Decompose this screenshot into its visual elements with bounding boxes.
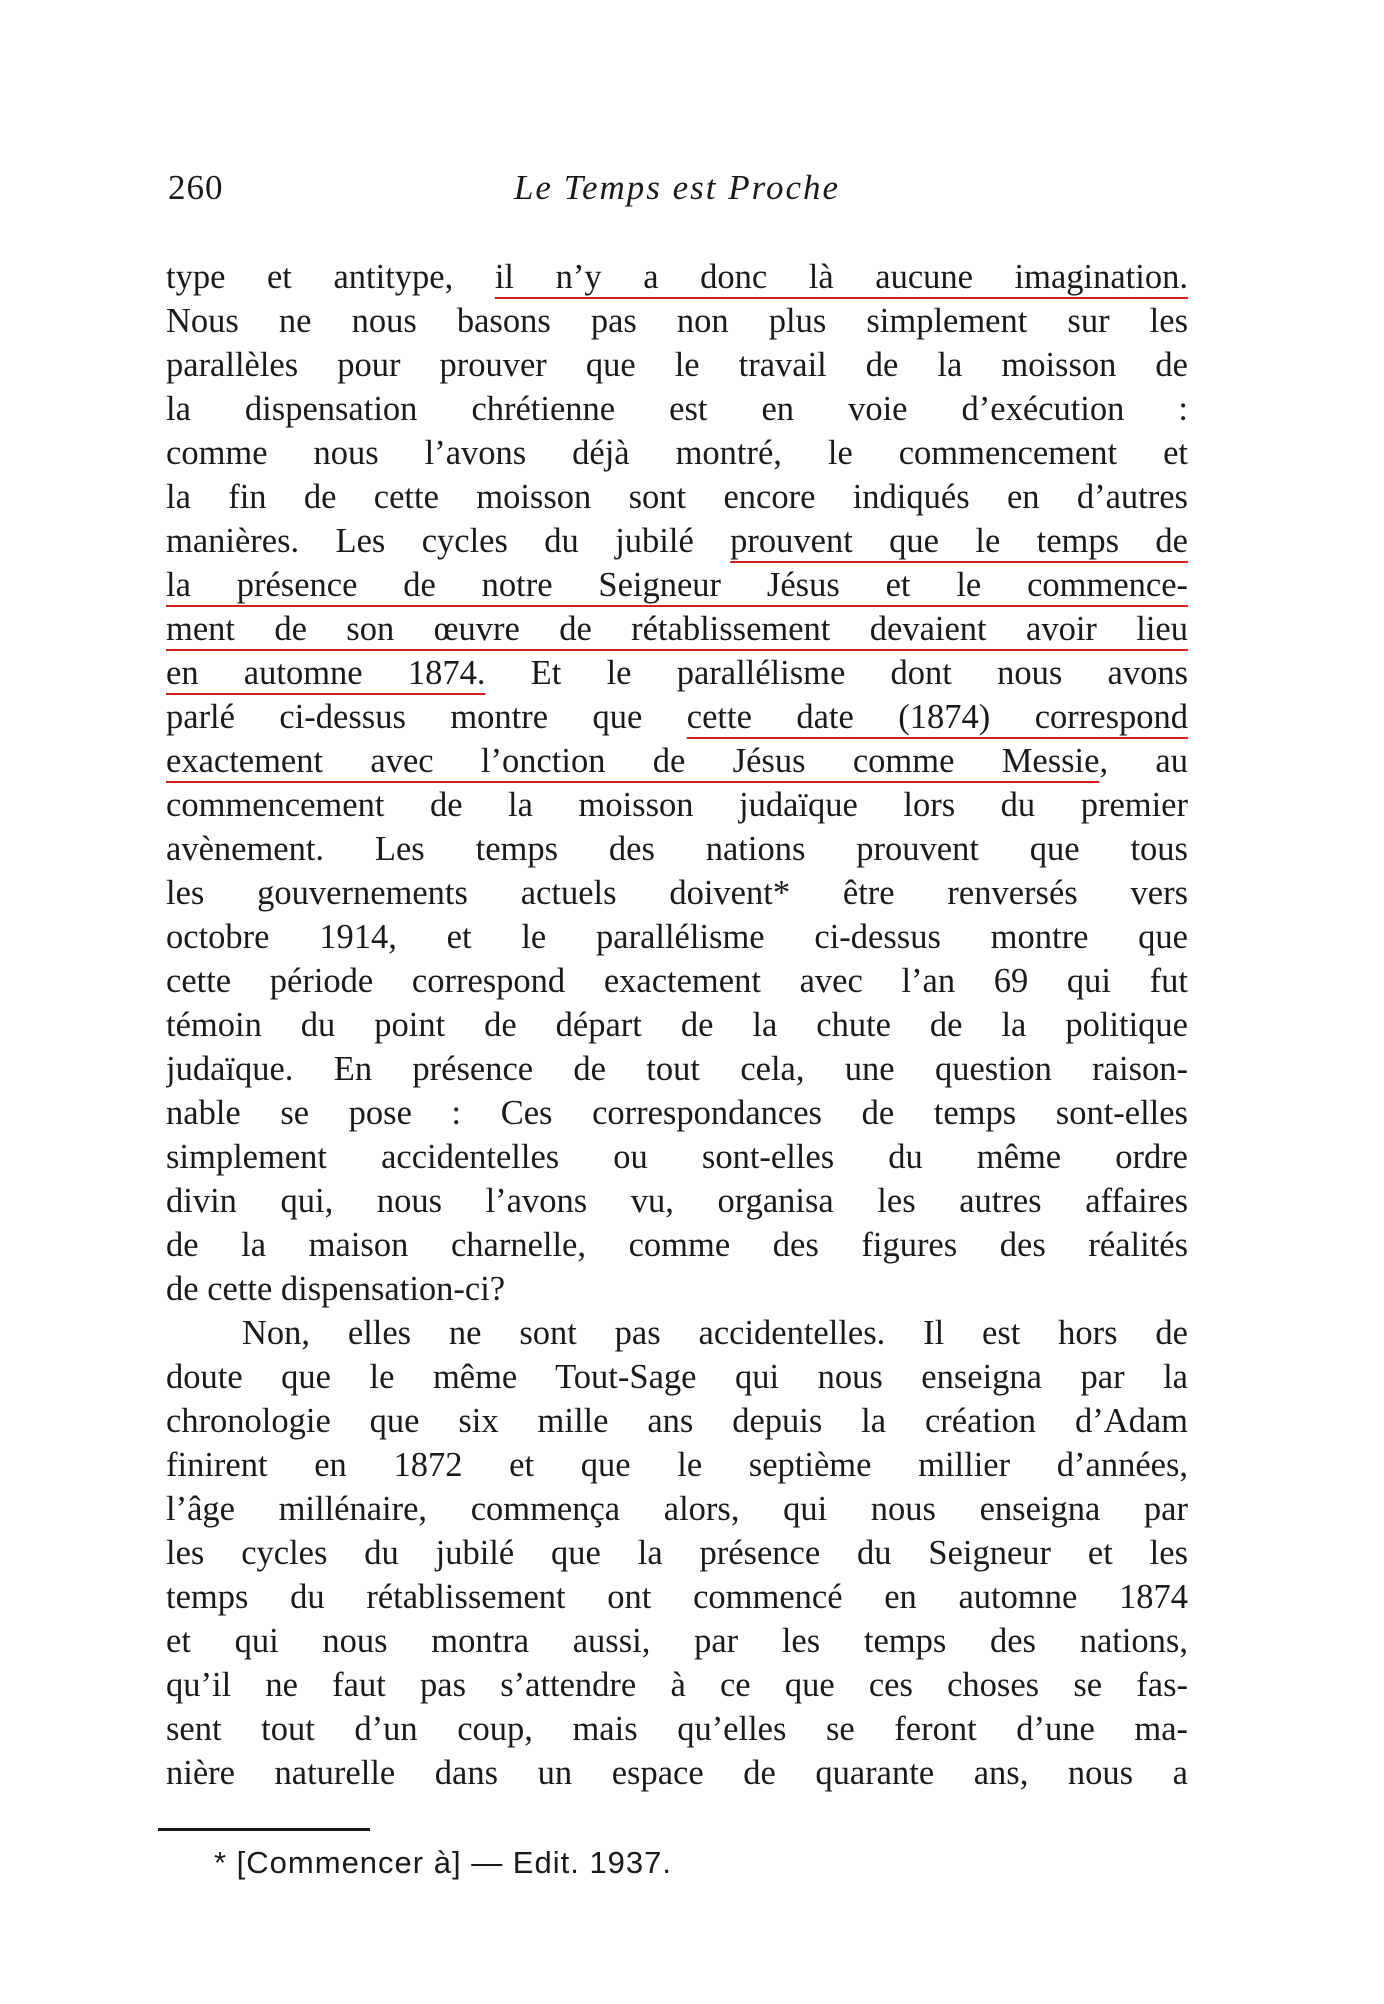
text-line	[166, 915, 1188, 959]
text-line	[166, 563, 1188, 607]
text-run: l’âge millénaire, commença alors, qui nous enseigna par	[166, 1490, 1188, 1528]
running-title: Le Temps est Proche	[513, 168, 841, 207]
text-line	[166, 783, 1188, 827]
text-line	[166, 519, 1188, 563]
text-run: sent tout d’un coup, mais qu’elles se feront d’une ma-	[166, 1710, 1188, 1748]
text-line	[166, 1575, 1188, 1619]
text-run: Et le parallélisme dont nous avons	[485, 654, 1188, 692]
text-line	[166, 475, 1188, 519]
text-line	[166, 607, 1188, 651]
highlighted-text-run: ment de son œuvre de rétablissement devaient avoir lieu	[166, 610, 1188, 648]
footnote: * [Commencer à] — Edit. 1937.	[214, 1845, 673, 1880]
text-line	[166, 827, 1188, 871]
text-line	[166, 255, 1188, 299]
text-run: octobre 1914, et le parallélisme ci-dessus montre que	[166, 918, 1188, 956]
text-run: la dispensation chrétienne est en voie d’exécution :	[166, 390, 1188, 428]
body-text	[166, 255, 1188, 1795]
highlighted-text-run: cette date (1874) correspond	[686, 698, 1188, 736]
text-run: de cette dispensation-ci?	[166, 1270, 506, 1308]
text-run: avènement. Les temps des nations prouvent que tous	[166, 830, 1188, 868]
text-line	[166, 1443, 1188, 1487]
text-line	[166, 299, 1188, 343]
text-run: de la maison charnelle, comme des figures des réalités	[166, 1226, 1188, 1264]
text-line	[166, 1267, 1188, 1311]
text-run: simplement accidentelles ou sont-elles du même ordre	[166, 1138, 1188, 1176]
text-run: parallèles pour prouver que le travail de la moisson de	[166, 346, 1188, 384]
text-line	[166, 387, 1188, 431]
text-run: nière naturelle dans un espace de quarante ans, nous a	[166, 1754, 1188, 1792]
text-line	[166, 1355, 1188, 1399]
text-line	[166, 1311, 1188, 1355]
text-run: temps du rétablissement ont commencé en automne 1874	[166, 1578, 1188, 1616]
text-run: qu’il ne faut pas s’attendre à ce que ces choses se fas-	[166, 1666, 1188, 1704]
text-line	[166, 1663, 1188, 1707]
text-line	[166, 695, 1188, 739]
text-run: judaïque. En présence de tout cela, une question raison-	[166, 1050, 1188, 1088]
text-run: parlé ci-dessus montre que	[166, 698, 687, 736]
text-line	[166, 1003, 1188, 1047]
text-line	[166, 1399, 1188, 1443]
highlighted-text-run: la présence de notre Seigneur Jésus et le commence-	[166, 566, 1188, 604]
text-run: la fin de cette moisson sont encore indiqués en d’autres	[166, 478, 1188, 516]
text-run: manières. Les cycles du jubilé	[166, 522, 731, 560]
page-number: 260	[168, 168, 224, 207]
text-line	[166, 1487, 1188, 1531]
text-run: cette période correspond exactement avec l’an 69 qui fut	[166, 962, 1188, 1000]
text-run: Nous ne nous basons pas non plus simplement sur les	[166, 302, 1188, 340]
text-line	[166, 959, 1188, 1003]
text-line	[166, 739, 1188, 783]
text-run: et qui nous montra aussi, par les temps des nations,	[166, 1622, 1188, 1660]
text-run: nable se pose : Ces correspondances de temps sont-elles	[166, 1094, 1188, 1132]
text-run: doute que le même Tout-Sage qui nous enseigna par la	[166, 1358, 1188, 1396]
text-line	[166, 1091, 1188, 1135]
text-run: Non, elles ne sont pas accidentelles. Il est hors de	[242, 1314, 1188, 1352]
text-line	[166, 1707, 1188, 1751]
highlighted-text-run: il n’y a donc là aucune imagination.	[494, 258, 1188, 296]
text-run: finirent en 1872 et que le septième millier d’années,	[166, 1446, 1188, 1484]
text-line	[166, 1619, 1188, 1663]
text-line	[166, 1531, 1188, 1575]
text-run: , au	[1099, 742, 1188, 780]
running-head	[168, 168, 1186, 216]
highlighted-text-run: en automne 1874.	[166, 654, 486, 692]
text-line	[166, 871, 1188, 915]
text-line	[166, 1179, 1188, 1223]
text-run: les gouvernements actuels doivent* être renversés vers	[166, 874, 1188, 912]
text-run: témoin du point de départ de la chute de la politique	[166, 1006, 1188, 1044]
text-line	[166, 1751, 1188, 1795]
footnote-divider	[158, 1828, 370, 1831]
text-line	[166, 1135, 1188, 1179]
text-run: type et antitype,	[166, 258, 495, 296]
text-run: les cycles du jubilé que la présence du Seigneur et les	[166, 1534, 1188, 1572]
text-line	[166, 651, 1188, 695]
text-run: commencement de la moisson judaïque lors du premier	[166, 786, 1188, 824]
text-line	[166, 1223, 1188, 1267]
text-run: chronologie que six mille ans depuis la création d’Adam	[166, 1402, 1188, 1440]
text-line	[166, 1047, 1188, 1091]
text-run: divin qui, nous l’avons vu, organisa les autres affaires	[166, 1182, 1188, 1220]
text-run: comme nous l’avons déjà montré, le commencement et	[166, 434, 1188, 472]
highlighted-text-run: prouvent que le temps de	[730, 522, 1188, 560]
text-line	[166, 431, 1188, 475]
text-line	[166, 343, 1188, 387]
highlighted-text-run: exactement avec l’onction de Jésus comme Messie	[166, 742, 1100, 780]
